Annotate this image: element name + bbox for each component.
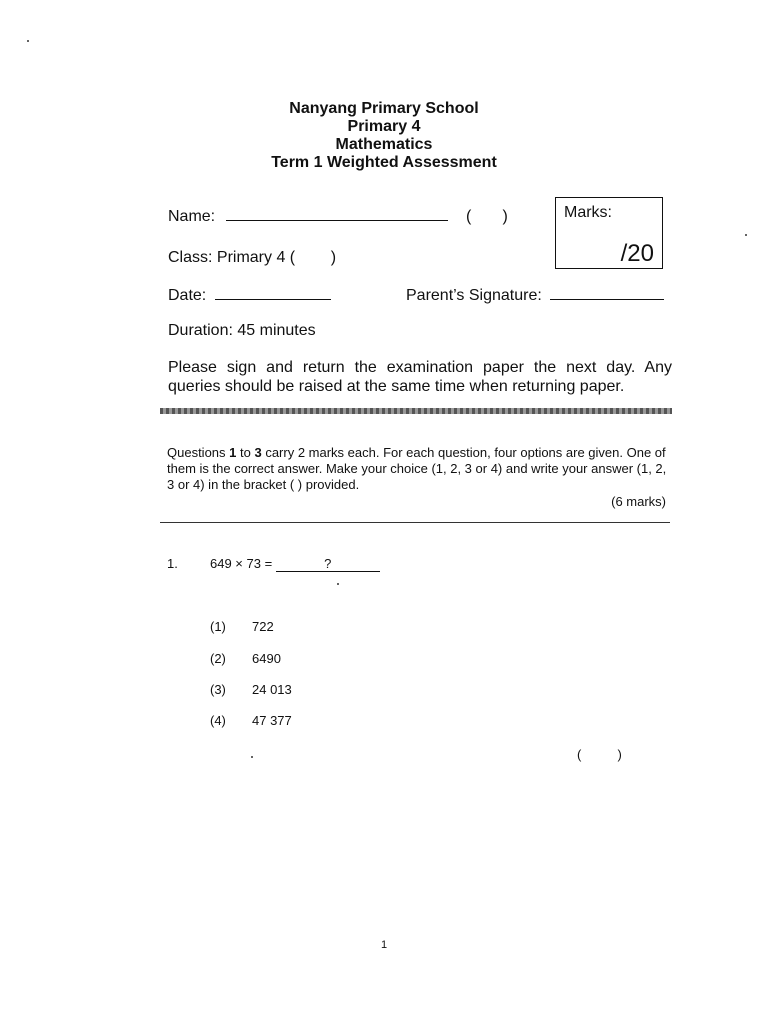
scan-speck [337,583,339,585]
page-number: 1 [380,939,388,951]
option-1-number: (1) [210,619,226,634]
scan-speck [251,756,253,758]
question-number: 1. [167,556,178,571]
question-text: 649 × 73 = [210,556,273,571]
paper-header [0,100,768,172]
marks-total: /20 [620,240,654,267]
option-4-value: 47 377 [252,713,292,728]
register-number-bracket[interactable]: ( ) [466,208,508,225]
name-row [168,208,448,226]
date-row [168,287,331,305]
instructions: Questions 1 to 3 carry 2 marks each. For each question, four options are given. One of them is the correct answer. Make your choice (1, 2, 3 or 4) and write your answer (1, 2, 3 or 4) in the bracket ( ) provided. [167,445,667,492]
class-field[interactable]: Class: Primary 4 ( ) [168,249,337,266]
section-marks: (6 marks) [611,494,666,509]
name-blank[interactable] [226,208,448,221]
school-name: Nanyang Primary School [289,100,479,117]
duration: Duration: 45 minutes [168,322,316,339]
instructions-divider [160,522,670,523]
date-blank[interactable] [215,287,331,300]
return-note: Please sign and return the examination paper the next day. Any queries should be raised at the same time when returning paper. [168,359,672,395]
question-blank: ? [276,557,380,572]
signature-blank[interactable] [550,287,664,300]
name-label: Name: [168,208,216,225]
answer-bracket[interactable]: ( ) [577,747,622,762]
level: Primary 4 [347,118,421,135]
section-divider [160,408,672,414]
option-2-value: 6490 [252,651,281,666]
option-1-value: 722 [252,619,274,634]
assessment-title: Term 1 Weighted Assessment [271,154,497,171]
option-3-number: (3) [210,682,226,697]
question-prompt [210,556,380,572]
option-3-value: 24 013 [252,682,292,697]
scan-speck [745,234,747,236]
signature-row [406,287,664,305]
scan-speck [27,40,29,42]
signature-label: Parent’s Signature: [406,287,542,304]
date-label: Date: [168,287,207,304]
option-2-number: (2) [210,651,226,666]
marks-box [555,197,663,269]
option-4-number: (4) [210,713,226,728]
marks-label: Marks: [564,204,612,221]
subject: Mathematics [335,136,433,153]
